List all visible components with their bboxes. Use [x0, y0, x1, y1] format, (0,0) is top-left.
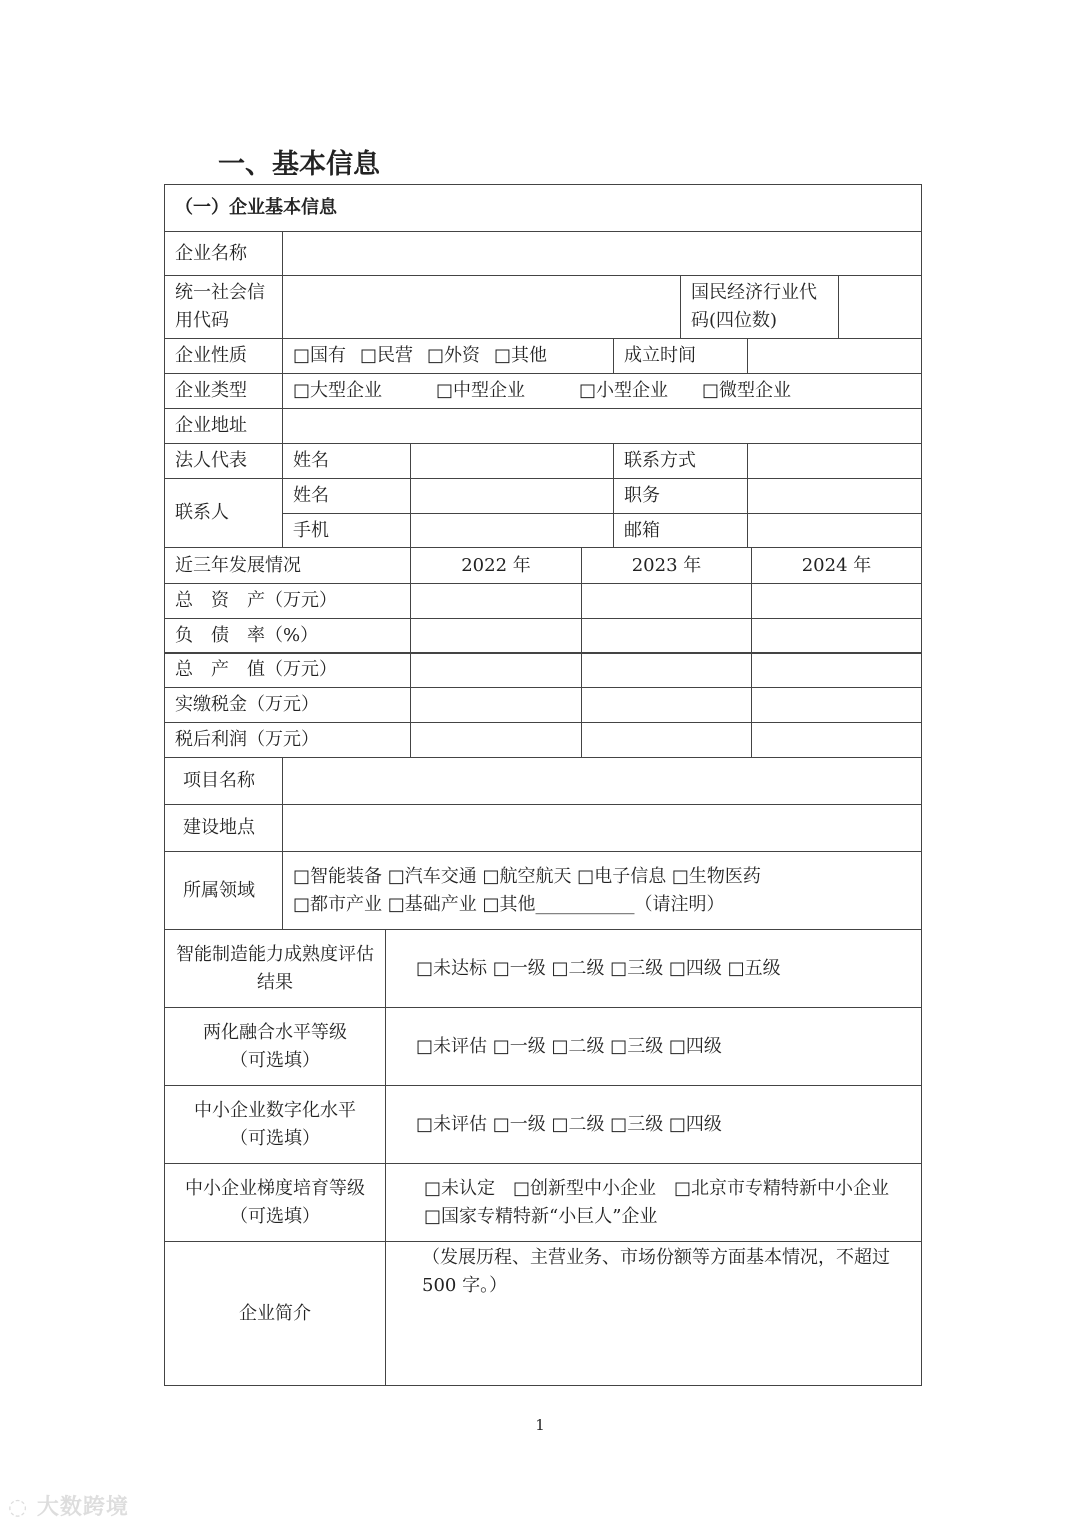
- field-industry-code[interactable]: [838, 275, 922, 339]
- year-header: 2022 年: [410, 547, 582, 584]
- label-intro: 企业简介: [164, 1241, 386, 1386]
- integration-options[interactable]: □未评估 □一级 □二级 □三级 □四级: [385, 1007, 922, 1086]
- metric-value-cell[interactable]: [581, 618, 752, 654]
- checkbox-large[interactable]: □大型企业: [293, 380, 383, 401]
- label-legal-name: 姓名: [282, 443, 411, 479]
- label-position: 职务: [613, 478, 748, 514]
- label-address: 企业地址: [164, 408, 283, 444]
- metric-value-cell[interactable]: [751, 652, 922, 688]
- cultivation-options[interactable]: □未认定 □创新型中小企业 □北京市专精特新中小企业 □国家专精特新“小巨人”企业: [385, 1163, 922, 1242]
- field-name[interactable]: [282, 231, 922, 276]
- metric-value-cell[interactable]: [410, 583, 582, 619]
- watermark-text: 大数跨境: [36, 1495, 129, 1520]
- checkbox-other[interactable]: □其他: [494, 345, 548, 366]
- metric-label: 负 债 率（%）: [164, 618, 411, 654]
- label-smart-mfg: 智能制造能力成熟度评估结果: [164, 929, 386, 1008]
- metric-value-cell[interactable]: [410, 687, 582, 723]
- field-legal-name[interactable]: [410, 443, 614, 479]
- label-nature: 企业性质: [164, 338, 283, 374]
- nature-options: [282, 338, 614, 374]
- label-industry-code: 国民经济行业代码(四位数): [680, 275, 839, 339]
- metric-value-cell[interactable]: [581, 722, 752, 758]
- label-email: 邮箱: [613, 513, 748, 548]
- field-options: [282, 851, 922, 930]
- label-legal-rep: 法人代表: [164, 443, 283, 479]
- checkbox-state-owned[interactable]: □国有: [293, 345, 347, 366]
- metric-value-cell[interactable]: [751, 687, 922, 723]
- label-digital: 中小企业数字化水平（可选填）: [164, 1085, 386, 1164]
- year-header: 2023 年: [581, 547, 752, 584]
- checkbox-medium[interactable]: □中型企业: [436, 380, 526, 401]
- digital-options[interactable]: □未评估 □一级 □二级 □三级 □四级: [385, 1085, 922, 1164]
- metric-value-cell[interactable]: [410, 618, 582, 654]
- year-header: 2024 年: [751, 547, 922, 584]
- label-contact-name: 姓名: [282, 478, 411, 514]
- metric-value-cell[interactable]: [581, 652, 752, 688]
- label-type: 企业类型: [164, 373, 283, 409]
- type-options: [282, 373, 922, 409]
- field-site[interactable]: [282, 804, 922, 852]
- subsection-title: （一）企业基本信息: [164, 184, 922, 232]
- field-mobile[interactable]: [410, 513, 614, 548]
- label-contact-way: 联系方式: [613, 443, 748, 479]
- label-site: 建设地点: [164, 804, 283, 852]
- section-title: 一、基本信息: [218, 149, 380, 180]
- metric-label: 税后利润（万元）: [164, 722, 411, 758]
- label-mobile: 手机: [282, 513, 411, 548]
- metric-label: 总 资 产（万元）: [164, 583, 411, 619]
- label-name: 企业名称: [164, 231, 283, 276]
- metric-value-cell[interactable]: [751, 722, 922, 758]
- metric-value-cell[interactable]: [410, 722, 582, 758]
- metric-value-cell[interactable]: [751, 618, 922, 654]
- label-field: 所属领域: [164, 851, 283, 930]
- checkbox-private[interactable]: □民营: [360, 345, 414, 366]
- metric-value-cell[interactable]: [751, 583, 922, 619]
- metric-label: 总 产 值（万元）: [164, 652, 411, 688]
- field-contact-name[interactable]: [410, 478, 614, 514]
- label-cultivation: 中小企业梯度培育等级（可选填）: [164, 1163, 386, 1242]
- field-intro[interactable]: （发展历程、主营业务、市场份额等方面基本情况，不超过 500 字。）: [385, 1241, 922, 1386]
- label-dev3: 近三年发展情况: [164, 547, 411, 584]
- field-founded[interactable]: [747, 338, 922, 374]
- label-contact: 联系人: [164, 478, 283, 548]
- metric-value-cell[interactable]: [581, 583, 752, 619]
- field-contact-way[interactable]: [747, 443, 922, 479]
- checkbox-micro[interactable]: □微型企业: [702, 380, 792, 401]
- field-options-line2[interactable]: □都市产业 □基础产业 □其他___________（请注明）: [293, 893, 725, 915]
- metric-value-cell[interactable]: [581, 687, 752, 723]
- label-founded: 成立时间: [613, 338, 748, 374]
- smart-mfg-options[interactable]: □未达标 □一级 □二级 □三级 □四级 □五级: [385, 929, 922, 1008]
- checkbox-small[interactable]: □小型企业: [579, 380, 669, 401]
- label-project-name: 项目名称: [164, 757, 283, 805]
- checkbox-foreign[interactable]: □外资: [427, 345, 481, 366]
- field-project-name[interactable]: [282, 757, 922, 805]
- watermark-logo: ◌ 大数跨境: [8, 1495, 129, 1520]
- field-credit-code[interactable]: [282, 275, 681, 339]
- metric-label: 实缴税金（万元）: [164, 687, 411, 723]
- page-number: 1: [535, 1416, 545, 1434]
- field-email[interactable]: [747, 513, 922, 548]
- field-options-line1[interactable]: □智能装备 □汽车交通 □航空航天 □电子信息 □生物医药: [293, 865, 761, 887]
- label-credit-code: 统一社会信用代码: [164, 275, 283, 339]
- field-position[interactable]: [747, 478, 922, 514]
- label-integration: 两化融合水平等级（可选填）: [164, 1007, 386, 1086]
- metric-value-cell[interactable]: [410, 652, 582, 688]
- field-address[interactable]: [282, 408, 922, 444]
